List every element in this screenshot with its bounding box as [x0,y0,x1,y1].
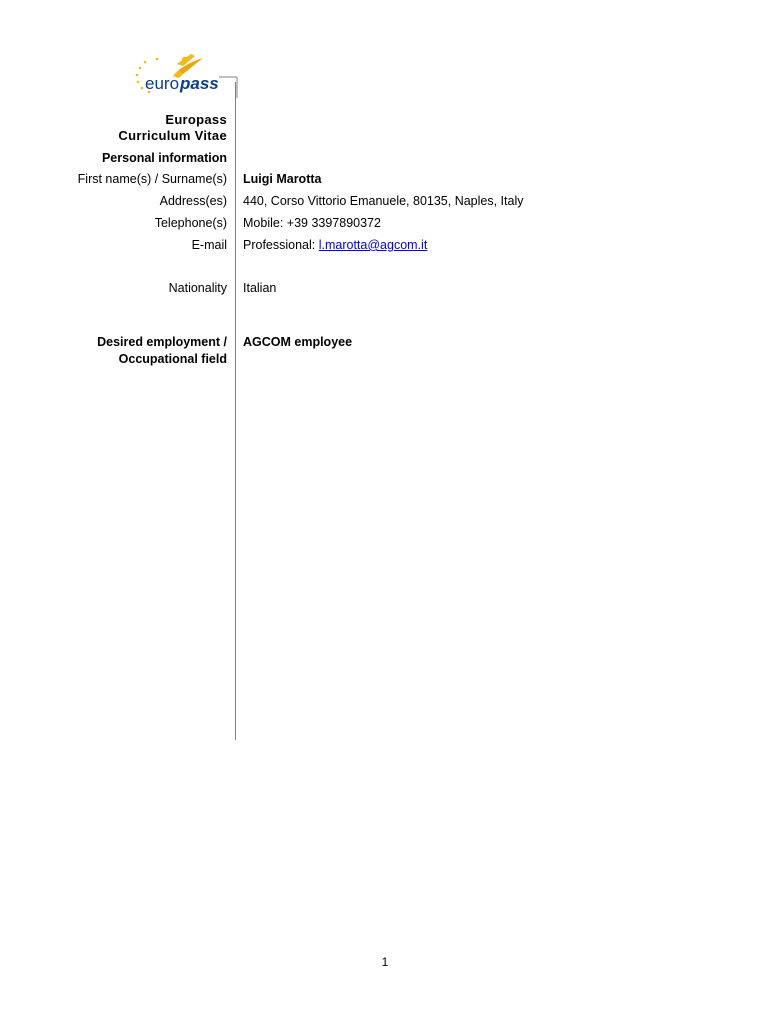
email-row [243,237,427,253]
section-divider-line [235,82,236,740]
email-prefix: Professional: [243,238,319,252]
nationality-value: Italian [243,281,277,295]
desired-employment-label-line2: Occupational field [118,352,227,366]
cv-title-europass: Europass [165,112,227,127]
logo-wordmark-pass: pass [180,74,219,93]
europass-logo [133,50,238,98]
logo-wordmark-euro: euro [145,74,180,93]
address-value: 440, Corso Vittorio Emanuele, 80135, Naples, Italy [243,194,524,208]
desired-employment-value: AGCOM employee [243,335,353,349]
desired-employment-label-line1: Desired employment / [97,335,227,349]
telephone-label: Telephone(s) [154,216,227,230]
email-link[interactable]: l.marotta@agcom.it [318,238,428,252]
email-label: E-mail [191,238,227,252]
cv-title-curriculum-vitae: Curriculum Vitae [118,128,227,143]
page-number: 1 [381,955,389,969]
name-label: First name(s) / Surname(s) [77,172,227,186]
address-label: Address(es) [159,194,227,208]
personal-information-heading: Personal information [101,151,227,165]
nationality-label: Nationality [168,281,227,295]
europass-logo-graphic [133,50,238,98]
telephone-value: Mobile: +39 3397890372 [243,216,381,230]
name-value: Luigi Marotta [243,172,322,186]
